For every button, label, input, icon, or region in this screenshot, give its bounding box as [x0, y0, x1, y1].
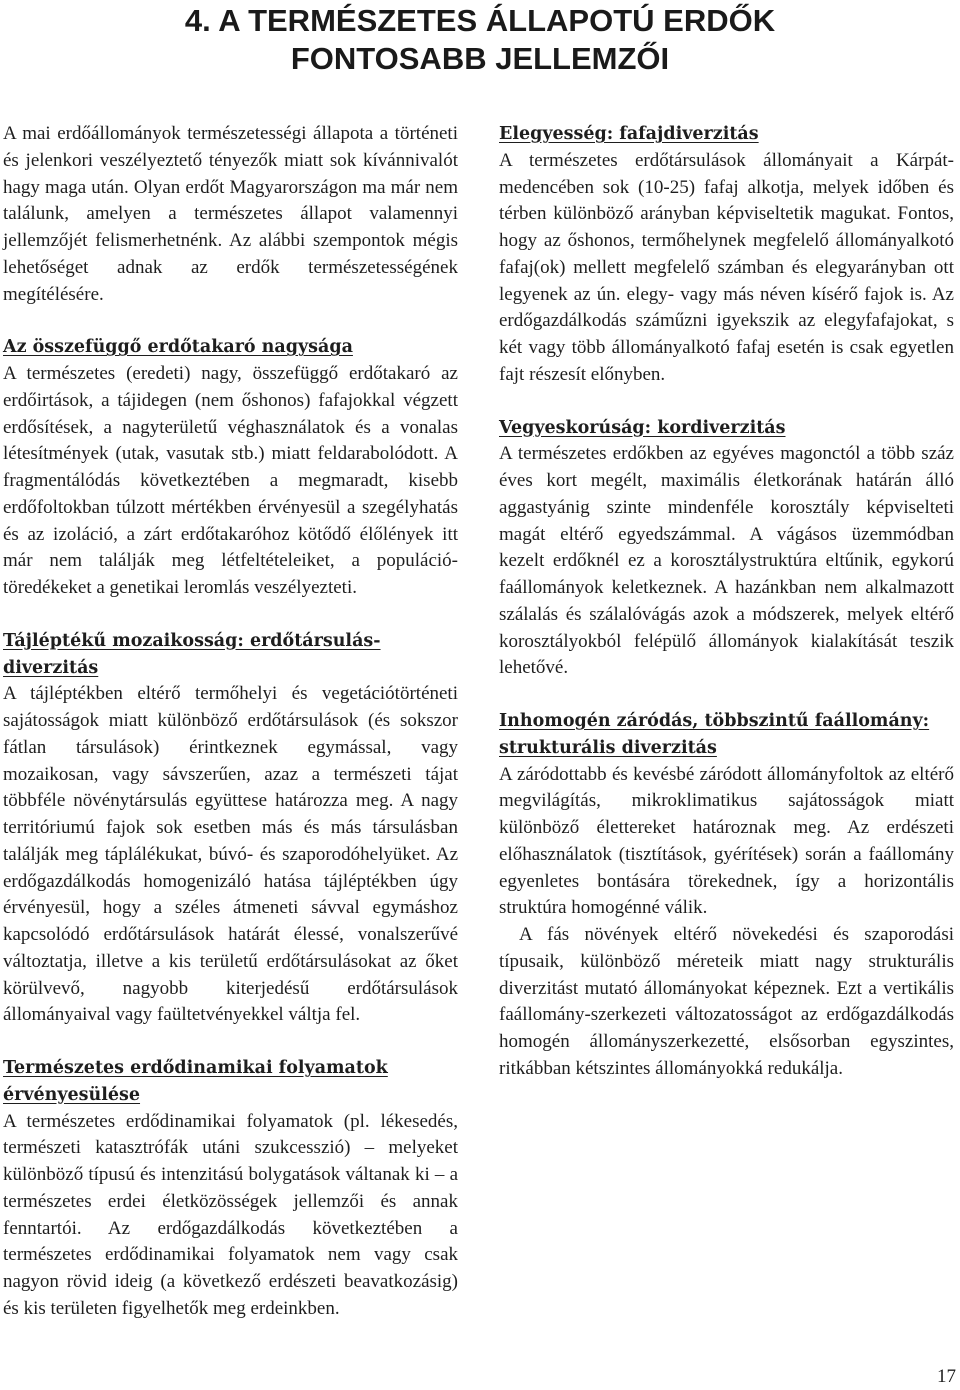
- section-body-vegyeskorusag: A természetes erdőkben az egyéves magonctól a több száz éves kort megélt, maximális életkorának határán álló aggastyánig szinte mindenféle korosztály képviselteti magát eltérő egyedszámmal. A vágásos üzemmódban kezelt erdőknél ez a korosztálystruktúra eltűnik, egykorú faállományok keletkeznek. A hazánkban nem alkalmazott szálalás és szálalóvágás azok a módszerek, melyek eltérő korosztályokból felépülő állományok kialakítását teszik lehetővé.: [499, 443, 954, 679]
- section-heading-erdodinamika: Természetes erdődinamikai folyamatok érvényesülése: [3, 1058, 388, 1105]
- section-body-elegyesseg: A természetes erdőtársulások állományait a Kárpát-medencében sok (10-25) fafaj alkotja, melyek időben és térben különböző arányban képviseltetik magukat. Fontos, hogy az őshonos, termőhelynek megfelelő állományalkotó fafaj(ok) mellett megfelelő számban és elegyarányban ott legyenek az ún. elegy- vagy más néven kísérő fajok is. Az erdőgazdálkodás száműzni igyekszik az elegyfafajokat, s két vagy több állományalkotó fafaj esetén is csak egyetlen fajt részesít előnyben.: [499, 149, 954, 385]
- section-body-osszefuggo: A természetes (eredeti) nagy, összefüggő erdőtakaró az erdőirtások, a tájidegen (nem őshonos) fafajokkal végzett erdősítések, a nagyterületű véghasználatok és a vonalas létesítmények (utak, vasutak stb.) miatt feldarabolódott. A fragmentálódás következtében a megmaradt, kisebb erdőfoltokban túlzott mértékben érvényesül a szegélyhatás és az izoláció, a zárt erdőtakaróhoz kötődő élőlények itt már nem találják meg létfeltételeiket, a populáció-töredékeket a genetikai leromlás veszélyezteti.: [3, 363, 458, 598]
- section-body-tajleptek: A tájléptékben eltérő termőhelyi és vegetációtörténeti sajátosságok miatt különböző erdőtársulások (és sokszor fátlan társulások) érintkeznek egymással, vagy mozaikosan, vagy sávszerűen, azaz a természeti tájat többféle növénytársulás együttese határozza meg. A nagy territóriumú fajok sok esetben más és más társulásban találják meg táplálékukat, búvó- és szaporodóhelyüket. Az erdőgazdálkodás homogenizáló hatása tájléptékben úgy érvényesül, hogy a széles átmeneti sávval egymáshoz kapcsolódó erdőtársulások határát élessé, vonalszerűvé változtatja, illetve a kis területű erdőtársulásokat az őket körülvevő, nagyobb kiterjedésű erdőtársulások állományaival vagy faültetvényekkel váltja fel.: [3, 683, 458, 1026]
- section-heading-elegyesseg: Elegyesség: fafajdiverzitás: [499, 124, 759, 144]
- chapter-title-line-2: FONTOSABB JELLEMZŐI: [290, 41, 670, 76]
- section-inhomogen: [499, 708, 954, 1083]
- chapter-title-line-1: 4. A TERMÉSZETES ÁLLAPOTÚ ERDŐK: [184, 3, 776, 38]
- section-body-erdodinamika: A természetes erdődinamikai folyamatok (pl. lékesedés, természeti katasztrófák utáni szukcesszió) – melyeket különböző típusú és intenzitású bolygatások váltanak ki – a természetes erdei életközösségek jellemzői és annak fenntartói. Az erdőgazdálkodás következtében a természetes erdődinamikai folyamatok nem vagy csak nagyon rövid ideig (a következő erdészeti beavatkozásig) és kis területen figyelhetők meg erdeinkben.: [3, 1110, 458, 1319]
- chapter-title: [0, 2, 960, 78]
- intro-paragraph: A mai erdőállományok természetességi állapota a történeti és jelenkori veszélyeztető tényezők miatt sok kívánnivalót hagy maga után. Olyan erdőt Magyarországon ma már nem találunk, amelyen a természetes állapot valamennyi jellemzőjét felismerhetnénk. Az alábbi szempontok mégis lehetőséget adnak az erdők természetességének megítélésére.: [3, 123, 458, 305]
- section-vegyeskorusag: [499, 415, 954, 683]
- section-heading-inhomogen: Inhomogén záródás, többszintű faállomány: strukturális diverzitás: [499, 711, 930, 758]
- section-erdodinamika: [3, 1055, 458, 1323]
- section-elegyesseg: [499, 121, 954, 389]
- section-osszefuggo: [3, 334, 458, 602]
- right-column: [499, 121, 954, 1109]
- section-heading-osszefuggo: Az összefüggő erdőtakaró nagysága: [3, 337, 353, 358]
- section-tajleptek: [3, 628, 458, 1029]
- intro-section: [3, 121, 458, 308]
- left-column: [3, 121, 458, 1349]
- section-heading-tajleptek: Tájléptékű mozaikosság: erdőtársulás-diverzitás: [3, 630, 381, 678]
- section-body-1inhomogen: A záródottabb és kevésbé záródott állományfoltok az eltérő megvilágítás, mikroklimatikus sajátosságok miatt különböző élettereket határoznak meg. Az erdészeti előhasználatok (tisztítások, gyérítések) során a faállomány egyenletes bontására törekednek, így a horizontális struktúra homogénné válik.: [499, 763, 954, 919]
- page-number: 17: [937, 1366, 956, 1387]
- section-heading-vegyeskorusag: Vegyeskorúság: kordiverzitás: [499, 417, 786, 438]
- section-body-2inhomogen: A fás növények eltérő növekedési és szaporodási típusaik, különböző méreteik miatt nagy strukturális diverzitást mutató állományokat képeznek. Ezt a vertikális faállomány-szerkezeti változatosságot az erdőgazdálkodás homogén állományszerkezetté, elsősorban egyszintes, ritkábban kétszintes állományokká redukálja.: [499, 924, 954, 1079]
